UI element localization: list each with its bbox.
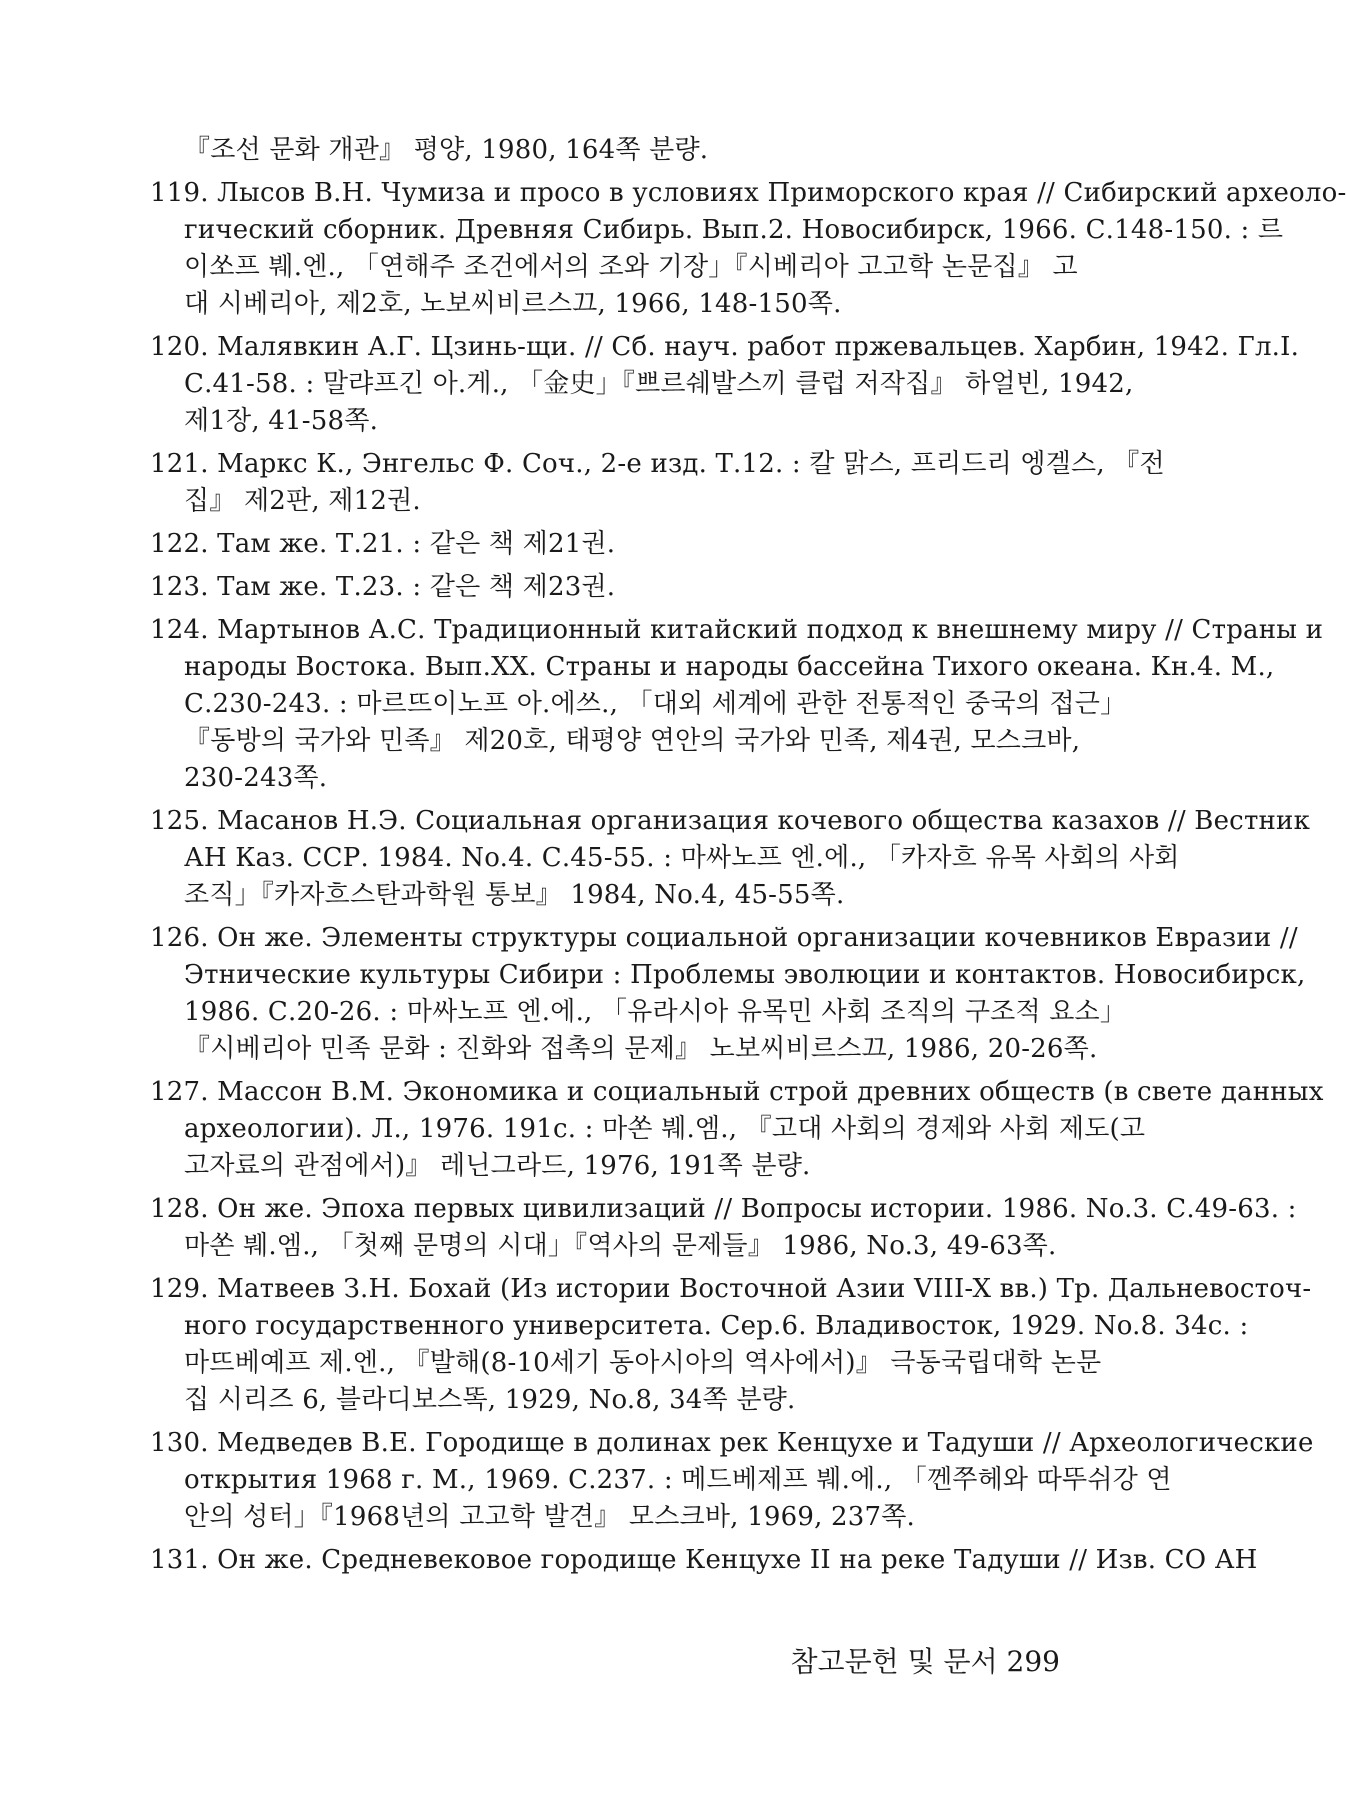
entry-number: 127. bbox=[150, 1077, 218, 1107]
entry-text: 집』 제2판, 제12권. bbox=[184, 486, 421, 516]
entry-text: С.230-243. : 마르뜨이노프 아.에쓰., 「대외 세계에 관한 전통적인 중국의 접근」 bbox=[184, 689, 1127, 719]
entry-number: 130. bbox=[150, 1428, 218, 1458]
entry-first-line bbox=[150, 446, 1165, 483]
entry-text: 고자료의 관점에서)』 레닌그라드, 1976, 191쪽 분량. bbox=[184, 1151, 811, 1181]
entry-continuation-line bbox=[150, 723, 1085, 760]
entry-first-line bbox=[150, 1425, 1314, 1462]
reference-entry bbox=[150, 569, 1085, 606]
entry-text: 230-243쪽. bbox=[184, 763, 328, 793]
entry-text: Масанов Н.Э. Социальная организация кочевого общества казахов // Вестник bbox=[217, 806, 1311, 836]
entry-number: 123. bbox=[150, 572, 218, 602]
reference-entry bbox=[150, 526, 1085, 563]
entry-continuation-line bbox=[150, 212, 1284, 249]
reference-entry bbox=[150, 803, 1311, 914]
entry-first-line bbox=[150, 526, 1085, 563]
entry-continuation-line bbox=[150, 403, 1085, 440]
entry-number: 120. bbox=[150, 332, 218, 362]
entry-continuation-line bbox=[150, 840, 1180, 877]
entry-continuation-line bbox=[150, 1345, 1102, 1382]
reference-entry bbox=[150, 1074, 1324, 1185]
page-footer bbox=[791, 1640, 1061, 1680]
entry-text: ного государственного университета. Сер.6. Владивосток, 1929. No.8. 34с. : bbox=[184, 1311, 1249, 1341]
entry-text: Медведев В.Е. Городище в долинах рек Кенцухе и Тадуши // Археологические bbox=[217, 1428, 1314, 1458]
entry-text: Матвеев З.Н. Бохай (Из истории Восточной Азии VIII-X вв.) Тр. Дальневосточ- bbox=[217, 1274, 1312, 1304]
entry-text: 1986. С.20-26. : 마싸노프 엔.에., 「유라시아 유목민 사회 조직의 구조적 요소」 bbox=[184, 997, 1127, 1027]
entry-text: Там же. Т.21. : 같은 책 제21권. bbox=[217, 529, 616, 559]
entry-text: 『동방의 국가와 민족』 제20호, 태평양 연안의 국가와 민족, 제4권, 모스크바, bbox=[184, 726, 1081, 756]
entry-text: Он же. Средневековое городище Кенцухе II на реке Тадуши // Изв. СО АН bbox=[217, 1545, 1258, 1575]
entry-text: народы Востока. Вып.XX. Страны и народы бассейна Тихого океана. Кн.4. М., bbox=[184, 652, 1275, 682]
entry-text: 집 시리즈 6, 블라디보스똑, 1929, No.8, 34쪽 분량. bbox=[184, 1385, 796, 1415]
reference-entry bbox=[150, 1425, 1314, 1536]
reference-entry bbox=[150, 1191, 1297, 1265]
entry-number: 119. bbox=[150, 178, 218, 208]
entry-number: 129. bbox=[150, 1274, 218, 1304]
entry-continuation-line bbox=[150, 957, 1306, 994]
entry-number: 128. bbox=[150, 1194, 218, 1224]
entry-text: Маркс К., Энгельс Ф. Соч., 2-е изд. Т.12. : 칼 맑스, 프리드리 엥겔스, 『전 bbox=[217, 449, 1165, 479]
entry-number: 122. bbox=[150, 529, 218, 559]
reference-entry bbox=[150, 175, 1346, 323]
entry-continuation-line bbox=[150, 1148, 1085, 1185]
entry-continuation-line bbox=[150, 760, 1085, 797]
entry-number: 126. bbox=[150, 923, 218, 953]
entry-first-line bbox=[150, 329, 1300, 366]
entry-text: 마쏜 붸.엠., 「첫째 문명의 시대」『역사의 문제들』 1986, No.3, 49-63쪽. bbox=[184, 1231, 1057, 1261]
reference-entry bbox=[150, 612, 1324, 797]
entry-continuation-line bbox=[150, 1499, 1085, 1536]
entry-continuation-line bbox=[150, 286, 1085, 323]
entry-continuation-line bbox=[150, 483, 1085, 520]
reference-entry bbox=[150, 920, 1306, 1068]
entry-text: Массон В.М. Экономика и социальный строй древних обществ (в свете данных bbox=[217, 1077, 1324, 1107]
entry-text: гический сборник. Древняя Сибирь. Вып.2. Новосибирск, 1966. С.148-150. : 르 bbox=[184, 215, 1284, 245]
entry-continuation-line bbox=[150, 1308, 1249, 1345]
entry-text: Лысов В.Н. Чумиза и просо в условиях Приморского края // Сибирский археоло- bbox=[217, 178, 1346, 208]
entry-first-line bbox=[150, 1271, 1312, 1308]
entry-text: 『시베리아 민족 문화 : 진화와 접촉의 문제』 노보씨비르스끄, 1986, 20-26쪽. bbox=[184, 1034, 1098, 1064]
entry-number: 131. bbox=[150, 1545, 218, 1575]
entry-continuation-line bbox=[150, 1111, 1146, 1148]
entry-text: открытия 1968 г. М., 1969. С.237. : 메드베제프 붸.에., 「껜쭈헤와 따뚜쉬강 연 bbox=[184, 1465, 1172, 1495]
entry-text: 안의 성터」『1968년의 고고학 발견』 모스크바, 1969, 237쪽. bbox=[184, 1502, 916, 1532]
entry-first-line bbox=[150, 175, 1346, 212]
entry-text: С.41-58. : 말랴프긴 아.게., 「金史」『쁘르쉐발스끼 클럽 저작집』 하얼빈, 1942, bbox=[184, 369, 1134, 399]
entry-continuation-line bbox=[150, 1228, 1085, 1265]
entry-text: 제1장, 41-58쪽. bbox=[184, 406, 379, 436]
entry-first-line bbox=[150, 920, 1298, 957]
running-footer: 참고문헌 및 문서 bbox=[790, 1645, 998, 1678]
entry-text: Он же. Элементы структуры социальной организации кочевников Евразии // bbox=[217, 923, 1298, 953]
entry-first-line bbox=[150, 1542, 1258, 1579]
entry-text: Мартынов А.С. Традиционный китайский подход к внешнему миру // Страны и bbox=[217, 615, 1324, 645]
entry-first-line bbox=[150, 1191, 1297, 1228]
reference-entry bbox=[150, 446, 1165, 520]
entry-text: Он же. Эпоха первых цивилизаций // Вопросы истории. 1986. No.3. С.49-63. : bbox=[217, 1194, 1297, 1224]
entry-continuation-line bbox=[150, 1382, 1085, 1419]
entry-text: Этнические культуры Сибири : Проблемы эволюции и контактов. Новосибирск, bbox=[184, 960, 1306, 990]
entry-first-line bbox=[150, 803, 1311, 840]
entry-number: 121. bbox=[150, 449, 218, 479]
entry-text: 조직」『카자흐스탄과학원 통보』 1984, No.4, 45-55쪽. bbox=[184, 880, 845, 910]
entry-continuation-line bbox=[150, 1031, 1098, 1068]
entry-continuation-line bbox=[150, 249, 1085, 286]
reference-entry bbox=[150, 1542, 1258, 1579]
entry-continuation-line bbox=[150, 1462, 1172, 1499]
entry-text: археологии). Л., 1976. 191с. : 마쏜 붸.엠., 『고대 사회의 경제와 사회 제도(고 bbox=[184, 1114, 1146, 1144]
entry-number: 124. bbox=[150, 615, 218, 645]
entry-text: 대 시베리아, 제2호, 노보씨비르스끄, 1966, 148-150쪽. bbox=[184, 289, 842, 319]
page-number: 299 bbox=[1006, 1645, 1060, 1678]
entry-continuation-line bbox=[150, 649, 1275, 686]
entry-first-line bbox=[150, 612, 1324, 649]
entry-first-line bbox=[150, 1074, 1324, 1111]
entry-text: Малявкин А.Г. Цзинь-щи. // Сб. науч. работ пржевальцев. Харбин, 1942. Гл.I. bbox=[217, 332, 1300, 362]
entry-text: Там же. Т.23. : 같은 책 제23권. bbox=[217, 572, 616, 602]
reference-entry bbox=[150, 329, 1300, 440]
entry-text: 이쏘프 붸.엔., 「연해주 조건에서의 조와 기장」『시베리아 고고학 논문집』 고 bbox=[184, 252, 1078, 282]
continuation-line: 『조선 문화 개관』 평양, 1980, 164쪽 분량. bbox=[184, 135, 709, 165]
entry-text: АН Каз. ССР. 1984. No.4. С.45-55. : 마싸노프 엔.에., 「카자흐 유목 사회의 사회 bbox=[184, 843, 1180, 873]
reference-entry bbox=[150, 1271, 1312, 1419]
entry-continuation-line bbox=[150, 994, 1127, 1031]
entry-first-line bbox=[150, 569, 1085, 606]
entry-continuation-line bbox=[150, 877, 1085, 914]
entry-continuation-line bbox=[150, 366, 1134, 403]
reference-list bbox=[150, 132, 1346, 1585]
entry-number: 125. bbox=[150, 806, 218, 836]
entry-text: 마뜨베예프 제.엔., 『발해(8-10세기 동아시아의 역사에서)』 극동국립대학 논문 bbox=[184, 1348, 1102, 1378]
entry-continuation-line bbox=[150, 686, 1127, 723]
